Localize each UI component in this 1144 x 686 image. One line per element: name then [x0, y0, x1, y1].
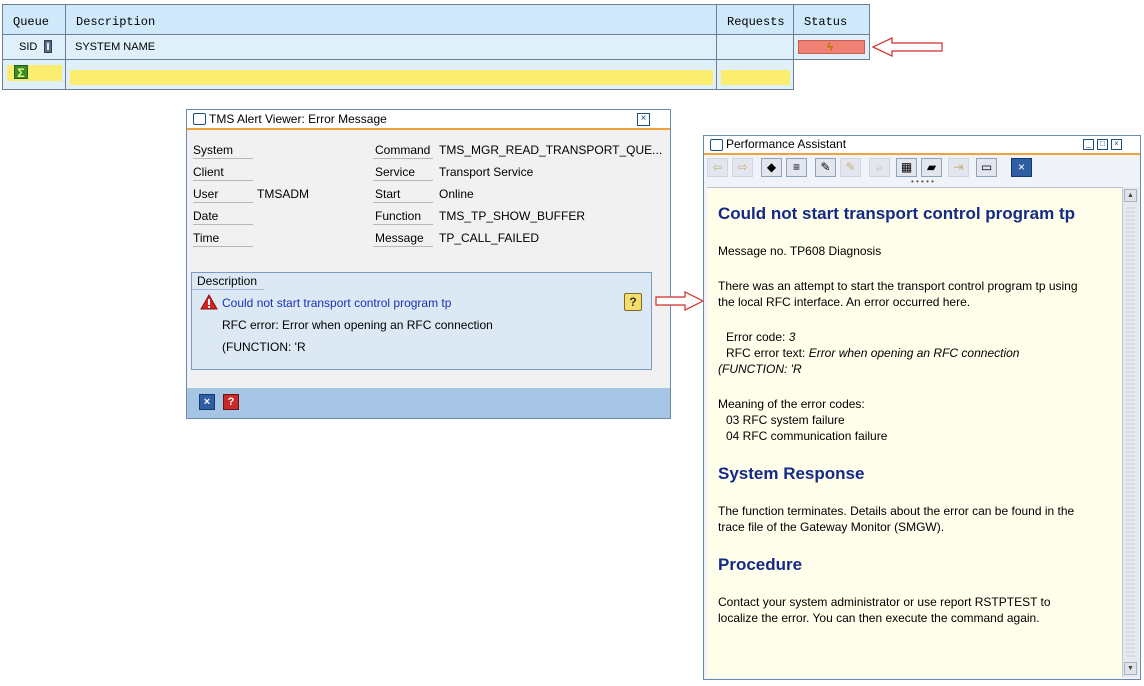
- back-icon[interactable]: ⇦: [707, 158, 728, 177]
- error-code-value: 3: [788, 330, 796, 344]
- column-header-queue-label: Queue: [13, 15, 50, 29]
- description-tab-label: Description: [197, 274, 258, 288]
- queue-table: [2, 4, 870, 90]
- scroll-down-icon[interactable]: ▼: [1124, 662, 1137, 675]
- system-response-line-2: trace file of the Gateway Monitor (SMGW).: [718, 520, 945, 534]
- help-button[interactable]: ?: [223, 394, 239, 410]
- assistant-title: Performance Assistant: [726, 137, 847, 151]
- bookmark-icon[interactable]: ✎: [840, 158, 861, 177]
- table-row-requests-cell[interactable]: [716, 34, 794, 60]
- system-response-heading: System Response: [718, 464, 865, 483]
- message-number: Message no. TP608 Diagnosis: [718, 244, 882, 258]
- field-label-user: User: [193, 187, 219, 201]
- table-row-description-cell[interactable]: [65, 34, 717, 60]
- field-label-time: Time: [193, 231, 220, 245]
- field-value-user: TMSADM: [257, 187, 309, 201]
- scroll-up-icon[interactable]: ▲: [1124, 189, 1137, 202]
- dialog-title: TMS Alert Viewer: Error Message: [209, 112, 387, 126]
- sum-row-queue-cell: [2, 59, 66, 90]
- error-detail-line-1: RFC error: Error when opening an RFC connection: [222, 318, 493, 332]
- field-label-date: Date: [193, 209, 219, 223]
- resize-handle[interactable]: • • • • •: [911, 177, 934, 186]
- error-detail-line-2: (FUNCTION: 'R: [222, 340, 306, 354]
- column-header-queue[interactable]: [2, 4, 66, 35]
- meaning-title: Meaning of the error codes:: [718, 397, 865, 411]
- diagnosis-line-2: the local RFC interface. An error occurred here.: [718, 295, 971, 309]
- field-label-client: Client: [193, 165, 224, 179]
- rfc-error-line-2: [718, 361, 1114, 377]
- rfc-error-line: [726, 345, 1122, 361]
- field-label-start: Start: [375, 187, 401, 201]
- meaning-line-2: 04 RFC communication failure: [726, 429, 888, 443]
- minimize-icon[interactable]: _: [1083, 139, 1094, 150]
- dialog-footer: [187, 388, 670, 418]
- search-icon[interactable]: ⌕: [869, 158, 890, 177]
- error-message-dialog: [186, 109, 671, 419]
- edit-icon[interactable]: ✎: [815, 158, 836, 177]
- rfc-error-label: RFC error text:: [726, 346, 809, 360]
- annotation-arrow-help: [655, 291, 705, 311]
- error-code-line: [726, 329, 1122, 345]
- technical-info-icon[interactable]: ≡: [786, 158, 807, 177]
- cancel-icon[interactable]: ×: [1011, 158, 1032, 177]
- column-header-description[interactable]: [65, 4, 717, 35]
- column-header-requests[interactable]: [716, 4, 794, 35]
- system-name: SYSTEM NAME: [75, 41, 156, 53]
- column-header-status-label: Status: [804, 15, 848, 29]
- window-icon: [193, 113, 206, 125]
- field-value-command: TMS_MGR_READ_TRANSPORT_QUE...: [439, 143, 663, 157]
- sum-row-description-cell: [65, 59, 717, 90]
- error-code-label: Error code:: [726, 330, 789, 344]
- procedure-heading: Procedure: [718, 555, 803, 574]
- field-label-service: Service: [375, 165, 416, 179]
- server-icon: [44, 40, 52, 53]
- scroll-track[interactable]: [1126, 205, 1135, 659]
- diagnosis-line-1: There was an attempt to start the transport control program tp using: [718, 279, 1078, 293]
- cancel-button[interactable]: ×: [199, 394, 215, 410]
- annotation-arrow-status: [872, 37, 944, 57]
- export-icon[interactable]: ⇥: [948, 158, 969, 177]
- description-tab[interactable]: [192, 273, 264, 290]
- procedure-line-2: localize the error. You can then execute the command again.: [718, 611, 1040, 625]
- table-icon[interactable]: ▦: [896, 158, 917, 177]
- rfc-error-value: Error when opening an RFC connection: [808, 346, 1020, 360]
- assistant-content: [707, 187, 1122, 678]
- field-value-function: TMS_TP_SHOW_BUFFER: [439, 209, 586, 223]
- maximize-icon[interactable]: □: [1097, 139, 1108, 150]
- field-value-start: Online: [439, 187, 474, 201]
- column-header-status[interactable]: [793, 4, 870, 35]
- field-label-message: Message: [375, 231, 424, 245]
- folder-icon[interactable]: ▰: [921, 158, 942, 177]
- dialog-titlebar[interactable]: [187, 110, 670, 130]
- sum-row-requests-cell: [716, 59, 794, 90]
- close-icon[interactable]: ×: [1111, 139, 1122, 150]
- field-label-command: Command: [375, 143, 431, 157]
- assistant-toolbar: [704, 155, 1140, 185]
- field-label-function: Function: [375, 209, 422, 223]
- error-triangle-icon: [200, 294, 218, 310]
- help-icon[interactable]: ?: [624, 293, 642, 311]
- forward-icon[interactable]: ⇨: [732, 158, 753, 177]
- procedure-line-1: Contact your system administrator or use report RSTPTEST to: [718, 595, 1051, 609]
- close-icon[interactable]: ×: [637, 113, 650, 126]
- print-icon[interactable]: ▭: [976, 158, 997, 177]
- book-icon[interactable]: ◆: [761, 158, 782, 177]
- meaning-line-1: 03 RFC system failure: [726, 413, 845, 427]
- table-row-status-cell[interactable]: [793, 34, 870, 60]
- description-group: [191, 272, 652, 370]
- window-icon: [710, 139, 723, 151]
- column-header-requests-label: Requests: [727, 15, 785, 29]
- status-error-indicator[interactable]: [798, 40, 865, 54]
- field-label-system: System: [193, 143, 234, 157]
- vertical-scrollbar[interactable]: [1122, 187, 1139, 677]
- column-header-description-label: Description: [76, 15, 156, 29]
- field-value-message: TP_CALL_FAILED: [439, 231, 540, 245]
- performance-assistant-window: [703, 135, 1141, 680]
- assistant-titlebar[interactable]: [704, 136, 1140, 155]
- lightning-icon: ϟ: [827, 40, 834, 54]
- queue-sid: SID: [19, 41, 38, 53]
- rfc-error-value-2: (FUNCTION: 'R: [718, 362, 802, 376]
- error-message-link[interactable]: Could not start transport control program tp: [222, 296, 452, 310]
- assistant-heading: Could not start transport control program tp: [718, 204, 1075, 223]
- field-value-service: Transport Service: [439, 165, 534, 179]
- system-response-line-1: The function terminates. Details about the error can be found in the: [718, 504, 1075, 518]
- table-row-queue-cell[interactable]: [2, 34, 66, 60]
- sigma-icon[interactable]: Σ: [14, 65, 28, 79]
